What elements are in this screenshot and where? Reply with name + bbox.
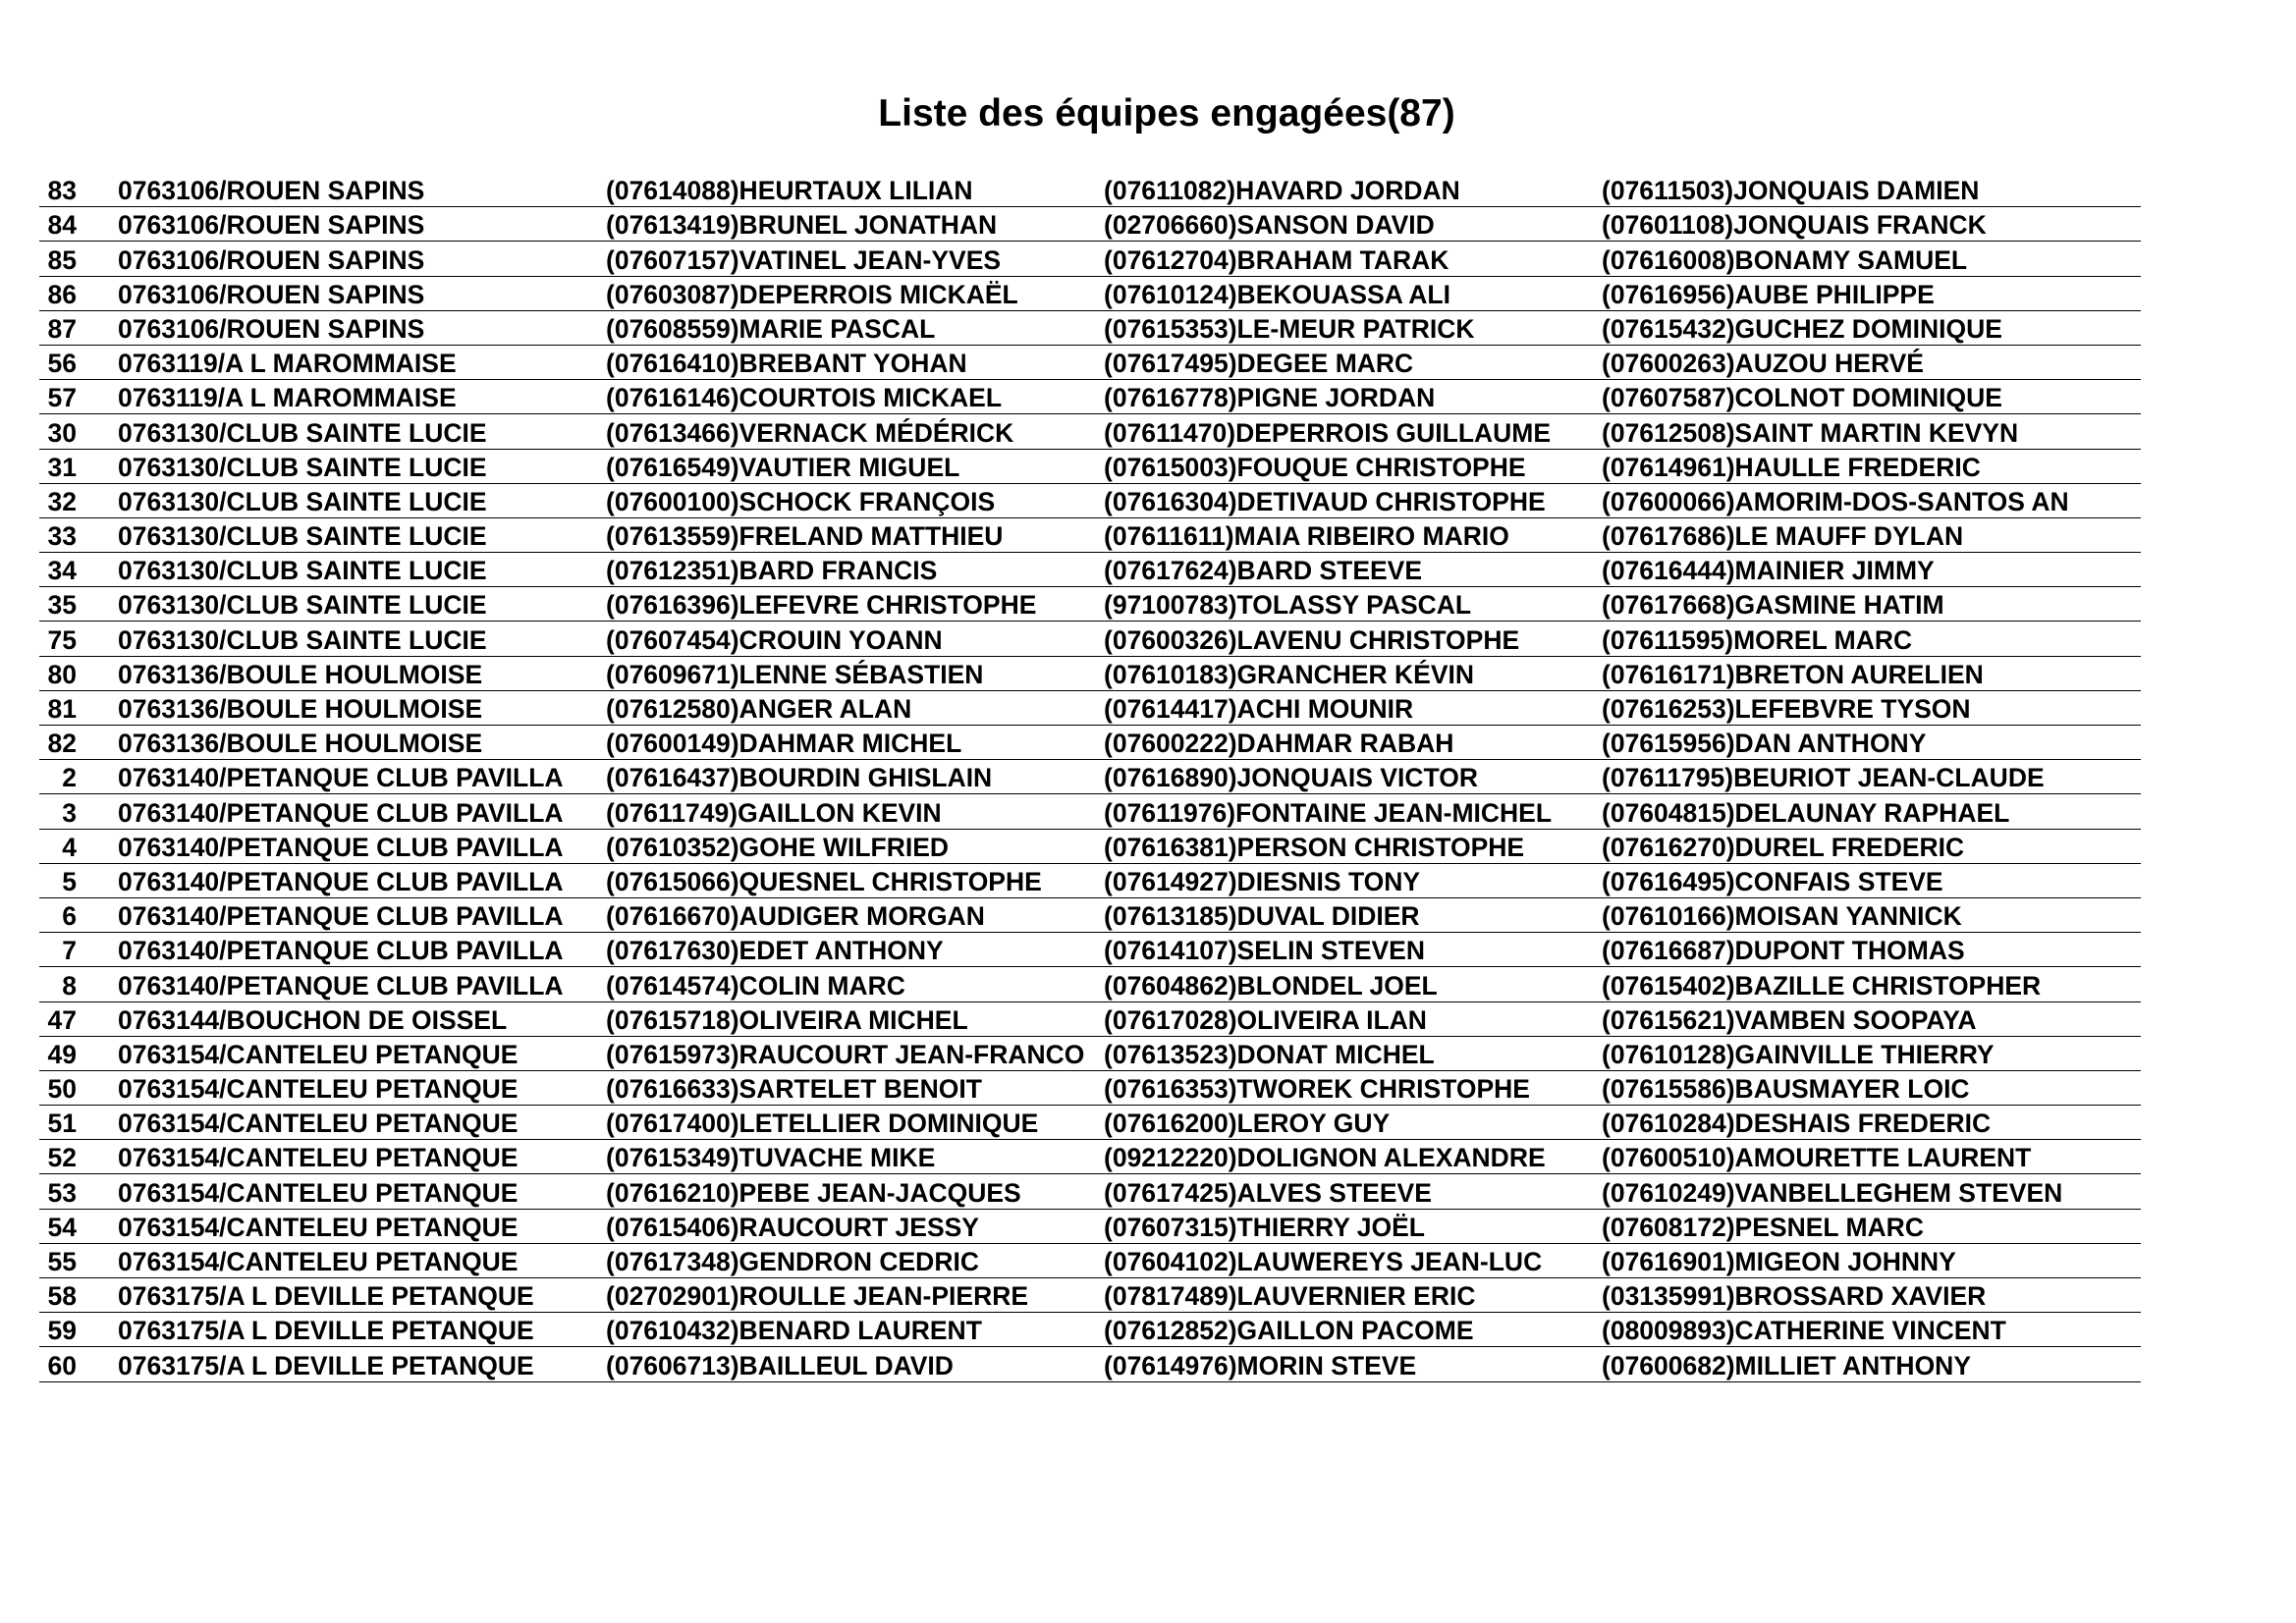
team-player: (07611749)GAILLON KEVIN xyxy=(606,797,942,828)
team-player: (07617425)ALVES STEEVE xyxy=(1104,1177,1432,1208)
team-player: (07615586)BAUSMAYER LOIC xyxy=(1602,1074,1970,1105)
team-number: 35 xyxy=(47,590,77,621)
team-number: 81 xyxy=(47,694,77,724)
table-row xyxy=(39,1140,2141,1174)
team-player: (07614088)HEURTAUX LILIAN xyxy=(606,176,973,206)
team-number: 84 xyxy=(47,210,77,241)
team-number: 85 xyxy=(47,244,77,275)
team-player: (07613419)BRUNEL JONATHAN xyxy=(606,210,998,241)
team-player: (07613466)VERNACK MÉDÉRICK xyxy=(606,417,1014,448)
team-club: 0763154/CANTELEU PETANQUE xyxy=(118,1143,519,1173)
team-player: (07607315)THIERRY JOËL xyxy=(1104,1212,1425,1242)
team-club: 0763144/BOUCHON DE OISSEL xyxy=(118,1004,508,1035)
team-player: (07615066)QUESNEL CHRISTOPHE xyxy=(606,866,1042,896)
team-number: 2 xyxy=(62,763,77,793)
team-player: (02702901)ROULLE JEAN-PIERRE xyxy=(606,1281,1029,1312)
team-club: 0763136/BOULE HOULMOISE xyxy=(118,729,483,759)
team-player: (08009893)CATHERINE VINCENT xyxy=(1602,1316,2006,1346)
table-row xyxy=(39,1071,2141,1106)
team-club: 0763106/ROUEN SAPINS xyxy=(118,244,425,275)
team-player: (07610183)GRANCHER KÉVIN xyxy=(1104,659,1475,689)
table-row xyxy=(39,587,2141,622)
table-row xyxy=(39,1210,2141,1244)
table-row xyxy=(39,830,2141,864)
team-player: (07612508)SAINT MARTIN KEVYN xyxy=(1602,417,2019,448)
team-player: (07615956)DAN ANTHONY xyxy=(1602,729,1927,759)
team-number: 57 xyxy=(47,383,77,413)
team-player: (07616396)LEFEVRE CHRISTOPHE xyxy=(606,590,1037,621)
table-row xyxy=(39,242,2141,276)
team-player: (02706660)SANSON DAVID xyxy=(1104,210,1435,241)
team-club: 0763154/CANTELEU PETANQUE xyxy=(118,1039,519,1069)
team-player: (07600682)MILLIET ANTHONY xyxy=(1602,1350,1971,1380)
team-player: (07614417)ACHI MOUNIR xyxy=(1104,694,1414,724)
team-player: (07607157)VATINEL JEAN-YVES xyxy=(606,244,1002,275)
team-player: (07600263)AUZOU HERVÉ xyxy=(1602,349,1924,379)
table-row xyxy=(39,1106,2141,1140)
team-number: 5 xyxy=(62,866,77,896)
team-player: (07616549)VAUTIER MIGUEL xyxy=(606,452,960,482)
team-player: (07611082)HAVARD JORDAN xyxy=(1104,176,1460,206)
team-player: (97100783)TOLASSY PASCAL xyxy=(1104,590,1472,621)
team-club: 0763130/CLUB SAINTE LUCIE xyxy=(118,624,487,655)
team-club: 0763130/CLUB SAINTE LUCIE xyxy=(118,417,487,448)
team-number: 33 xyxy=(47,521,77,552)
team-player: (07616253)LEFEBVRE TYSON xyxy=(1602,694,1971,724)
team-player: (07612852)GAILLON PACOME xyxy=(1104,1316,1474,1346)
table-row xyxy=(39,1347,2141,1381)
team-number: 58 xyxy=(47,1281,77,1312)
team-player: (07617400)LETELLIER DOMINIQUE xyxy=(606,1109,1039,1139)
table-row xyxy=(39,277,2141,311)
table-row xyxy=(39,518,2141,553)
team-club: 0763119/A L MAROMMAISE xyxy=(118,383,457,413)
team-player: (07616670)AUDIGER MORGAN xyxy=(606,901,985,932)
team-number: 87 xyxy=(47,313,77,344)
team-number: 50 xyxy=(47,1074,77,1105)
team-player: (07604815)DELAUNAY RAPHAEL xyxy=(1602,797,2010,828)
team-player: (07616495)CONFAIS STEVE xyxy=(1602,866,1943,896)
team-player: (07614927)DIESNIS TONY xyxy=(1104,866,1421,896)
team-player: (07616890)JONQUAIS VICTOR xyxy=(1104,763,1478,793)
team-number: 32 xyxy=(47,486,77,516)
team-number: 83 xyxy=(47,176,77,206)
team-club: 0763175/A L DEVILLE PETANQUE xyxy=(118,1316,534,1346)
team-player: (07613185)DUVAL DIDIER xyxy=(1104,901,1420,932)
table-row xyxy=(39,622,2141,656)
table-row xyxy=(39,553,2141,587)
team-player: (07610124)BEKOUASSA ALI xyxy=(1104,279,1450,309)
table-row xyxy=(39,380,2141,414)
table-row xyxy=(39,346,2141,380)
team-number: 3 xyxy=(62,797,77,828)
team-player: (07607454)CROUIN YOANN xyxy=(606,624,943,655)
team-player: (07617348)GENDRON CEDRIC xyxy=(606,1247,979,1276)
team-player: (07616633)SARTELET BENOIT xyxy=(606,1074,982,1105)
table-row xyxy=(39,691,2141,726)
team-number: 30 xyxy=(47,417,77,448)
team-player: (07614961)HAULLE FREDERIC xyxy=(1602,452,1981,482)
team-player: (07616304)DETIVAUD CHRISTOPHE xyxy=(1104,486,1546,516)
team-player: (07604862)BLONDEL JOEL xyxy=(1104,970,1438,1001)
team-player: (07615973)RAUCOURT JEAN-FRANCO xyxy=(606,1039,1085,1069)
team-player: (07600222)DAHMAR RABAH xyxy=(1104,729,1454,759)
team-player: (07616956)AUBE PHILIPPE xyxy=(1602,279,1935,309)
team-player: (07617630)EDET ANTHONY xyxy=(606,936,944,966)
team-number: 8 xyxy=(62,970,77,1001)
team-club: 0763140/PETANQUE CLUB PAVILLA xyxy=(118,797,564,828)
team-player: (07607587)COLNOT DOMINIQUE xyxy=(1602,383,2002,413)
team-club: 0763154/CANTELEU PETANQUE xyxy=(118,1212,519,1242)
team-club: 0763175/A L DEVILLE PETANQUE xyxy=(118,1350,534,1380)
team-player: (07616778)PIGNE JORDAN xyxy=(1104,383,1436,413)
table-row xyxy=(39,933,2141,967)
team-player: (07600510)AMOURETTE LAURENT xyxy=(1602,1143,2032,1173)
table-row xyxy=(39,173,2141,207)
table-row xyxy=(39,760,2141,794)
team-player: (07601108)JONQUAIS FRANCK xyxy=(1602,210,1987,241)
team-player: (07613559)FRELAND MATTHIEU xyxy=(606,521,1004,552)
team-player: (07610249)VANBELLEGHEM STEVEN xyxy=(1602,1177,2063,1208)
team-club: 0763140/PETANQUE CLUB PAVILLA xyxy=(118,970,564,1001)
team-player: (03135991)BROSSARD XAVIER xyxy=(1602,1281,1987,1312)
team-club: 0763140/PETANQUE CLUB PAVILLA xyxy=(118,763,564,793)
table-row xyxy=(39,207,2141,242)
team-number: 55 xyxy=(47,1247,77,1276)
team-number: 53 xyxy=(47,1177,77,1208)
team-number: 52 xyxy=(47,1143,77,1173)
team-player: (07617624)BARD STEEVE xyxy=(1104,556,1423,586)
team-club: 0763140/PETANQUE CLUB PAVILLA xyxy=(118,832,564,862)
team-number: 34 xyxy=(47,556,77,586)
team-number: 49 xyxy=(47,1039,77,1069)
table-row xyxy=(39,1313,2141,1347)
team-player: (07611611)MAIA RIBEIRO MARIO xyxy=(1104,521,1509,552)
team-player: (07617495)DEGEE MARC xyxy=(1104,349,1414,379)
team-player: (07616381)PERSON CHRISTOPHE xyxy=(1104,832,1525,862)
team-number: 31 xyxy=(47,452,77,482)
team-number: 7 xyxy=(62,936,77,966)
table-row xyxy=(39,450,2141,484)
team-player: (07615402)BAZILLE CHRISTOPHER xyxy=(1602,970,2042,1001)
team-player: (07603087)DEPERROIS MICKAËL xyxy=(606,279,1018,309)
team-player: (07610284)DESHAIS FREDERIC xyxy=(1602,1109,1992,1139)
team-club: 0763106/ROUEN SAPINS xyxy=(118,176,425,206)
team-player: (07600326)LAVENU CHRISTOPHE xyxy=(1104,624,1520,655)
team-player: (07617668)GASMINE HATIM xyxy=(1602,590,1944,621)
team-player: (07616901)MIGEON JOHNNY xyxy=(1602,1247,1956,1276)
team-number: 82 xyxy=(47,729,77,759)
team-player: (07612580)ANGER ALAN xyxy=(606,694,912,724)
team-number: 54 xyxy=(47,1212,77,1242)
team-club: 0763136/BOULE HOULMOISE xyxy=(118,694,483,724)
team-club: 0763154/CANTELEU PETANQUE xyxy=(118,1074,519,1105)
team-player: (07615349)TUVACHE MIKE xyxy=(606,1143,936,1173)
team-club: 0763140/PETANQUE CLUB PAVILLA xyxy=(118,866,564,896)
table-row xyxy=(39,1278,2141,1313)
team-player: (07615621)VAMBEN SOOPAYA xyxy=(1602,1004,1977,1035)
team-player: (07610352)GOHE WILFRIED xyxy=(606,832,950,862)
team-player: (07606713)BAILLEUL DAVID xyxy=(606,1350,954,1380)
team-number: 56 xyxy=(47,349,77,379)
table-row xyxy=(39,484,2141,518)
team-player: (07611795)BEURIOT JEAN-CLAUDE xyxy=(1602,763,2045,793)
team-player: (07615718)OLIVEIRA MICHEL xyxy=(606,1004,968,1035)
team-club: 0763106/ROUEN SAPINS xyxy=(118,313,425,344)
team-number: 75 xyxy=(47,624,77,655)
team-player: (07611595)MOREL MARC xyxy=(1602,624,1913,655)
team-player: (07616410)BREBANT YOHAN xyxy=(606,349,967,379)
table-row xyxy=(39,726,2141,760)
team-number: 4 xyxy=(62,832,77,862)
team-player: (07600149)DAHMAR MICHEL xyxy=(606,729,962,759)
team-club: 0763106/ROUEN SAPINS xyxy=(118,279,425,309)
team-player: (07616200)LEROY GUY xyxy=(1104,1109,1391,1139)
team-player: (07616687)DUPONT THOMAS xyxy=(1602,936,1965,966)
team-player: (07604102)LAUWEREYS JEAN-LUC xyxy=(1104,1247,1543,1276)
team-player: (07608559)MARIE PASCAL xyxy=(606,313,936,344)
team-club: 0763136/BOULE HOULMOISE xyxy=(118,659,483,689)
team-player: (07616210)PEBE JEAN-JACQUES xyxy=(606,1177,1021,1208)
team-number: 51 xyxy=(47,1109,77,1139)
team-player: (07610166)MOISAN YANNICK xyxy=(1602,901,1962,932)
team-player: (07616270)DUREL FREDERIC xyxy=(1602,832,1965,862)
team-player: (07612351)BARD FRANCIS xyxy=(606,556,938,586)
team-club: 0763130/CLUB SAINTE LUCIE xyxy=(118,486,487,516)
team-player: (07616444)MAINIER JIMMY xyxy=(1602,556,1935,586)
table-row xyxy=(39,1037,2141,1071)
table-row xyxy=(39,967,2141,1001)
table-row xyxy=(39,1002,2141,1037)
team-number: 6 xyxy=(62,901,77,932)
team-player: (07600066)AMORIM-DOS-SANTOS AN xyxy=(1602,486,2069,516)
team-club: 0763154/CANTELEU PETANQUE xyxy=(118,1247,519,1276)
table-row xyxy=(39,657,2141,691)
team-number: 47 xyxy=(47,1004,77,1035)
team-number: 60 xyxy=(47,1350,77,1380)
team-player: (07616353)TWOREK CHRISTOPHE xyxy=(1104,1074,1530,1105)
table-row xyxy=(39,1244,2141,1278)
team-player: (07617028)OLIVEIRA ILAN xyxy=(1104,1004,1427,1035)
team-player: (07616171)BRETON AURELIEN xyxy=(1602,659,1984,689)
team-player: (07611503)JONQUAIS DAMIEN xyxy=(1602,176,1980,206)
team-player: (07817489)LAUVERNIER ERIC xyxy=(1104,1281,1476,1312)
table-row xyxy=(39,864,2141,898)
team-club: 0763154/CANTELEU PETANQUE xyxy=(118,1109,519,1139)
team-player: (09212220)DOLIGNON ALEXANDRE xyxy=(1104,1143,1546,1173)
team-club: 0763130/CLUB SAINTE LUCIE xyxy=(118,452,487,482)
team-player: (07610432)BENARD LAURENT xyxy=(606,1316,982,1346)
team-player: (07616437)BOURDIN GHISLAIN xyxy=(606,763,993,793)
teams-table xyxy=(39,173,2141,1382)
team-club: 0763175/A L DEVILLE PETANQUE xyxy=(118,1281,534,1312)
team-number: 86 xyxy=(47,279,77,309)
team-club: 0763140/PETANQUE CLUB PAVILLA xyxy=(118,936,564,966)
team-player: (07614107)SELIN STEVEN xyxy=(1104,936,1425,966)
team-player: (07612704)BRAHAM TARAK xyxy=(1104,244,1449,275)
team-player: (07610128)GAINVILLE THIERRY xyxy=(1602,1039,1995,1069)
page-title: Liste des équipes engagées(87) xyxy=(878,92,1455,135)
team-player: (07614574)COLIN MARC xyxy=(606,970,905,1001)
team-club: 0763119/A L MAROMMAISE xyxy=(118,349,457,379)
team-player: (07609671)LENNE SÉBASTIEN xyxy=(606,659,984,689)
team-player: (07615432)GUCHEZ DOMINIQUE xyxy=(1602,313,2002,344)
team-player: (07617686)LE MAUFF DYLAN xyxy=(1602,521,1964,552)
table-row xyxy=(39,794,2141,829)
team-player: (07600100)SCHOCK FRANÇOIS xyxy=(606,486,996,516)
team-club: 0763154/CANTELEU PETANQUE xyxy=(118,1177,519,1208)
team-player: (07614976)MORIN STEVE xyxy=(1104,1350,1417,1380)
team-club: 0763140/PETANQUE CLUB PAVILLA xyxy=(118,901,564,932)
team-club: 0763106/ROUEN SAPINS xyxy=(118,210,425,241)
table-row xyxy=(39,1174,2141,1209)
team-player: (07615353)LE-MEUR PATRICK xyxy=(1104,313,1475,344)
team-number: 80 xyxy=(47,659,77,689)
table-row xyxy=(39,311,2141,346)
team-player: (07608172)PESNEL MARC xyxy=(1602,1212,1924,1242)
team-player: (07611470)DEPERROIS GUILLAUME xyxy=(1104,417,1552,448)
team-player: (07616008)BONAMY SAMUEL xyxy=(1602,244,1968,275)
team-player: (07613523)DONAT MICHEL xyxy=(1104,1039,1435,1069)
team-player: (07616146)COURTOIS MICKAEL xyxy=(606,383,1003,413)
team-club: 0763130/CLUB SAINTE LUCIE xyxy=(118,556,487,586)
team-player: (07615003)FOUQUE CHRISTOPHE xyxy=(1104,452,1526,482)
team-club: 0763130/CLUB SAINTE LUCIE xyxy=(118,521,487,552)
team-number: 59 xyxy=(47,1316,77,1346)
team-player: (07611976)FONTAINE JEAN-MICHEL xyxy=(1104,797,1553,828)
table-row xyxy=(39,414,2141,449)
table-row xyxy=(39,898,2141,933)
team-player: (07615406)RAUCOURT JESSY xyxy=(606,1212,979,1242)
team-club: 0763130/CLUB SAINTE LUCIE xyxy=(118,590,487,621)
